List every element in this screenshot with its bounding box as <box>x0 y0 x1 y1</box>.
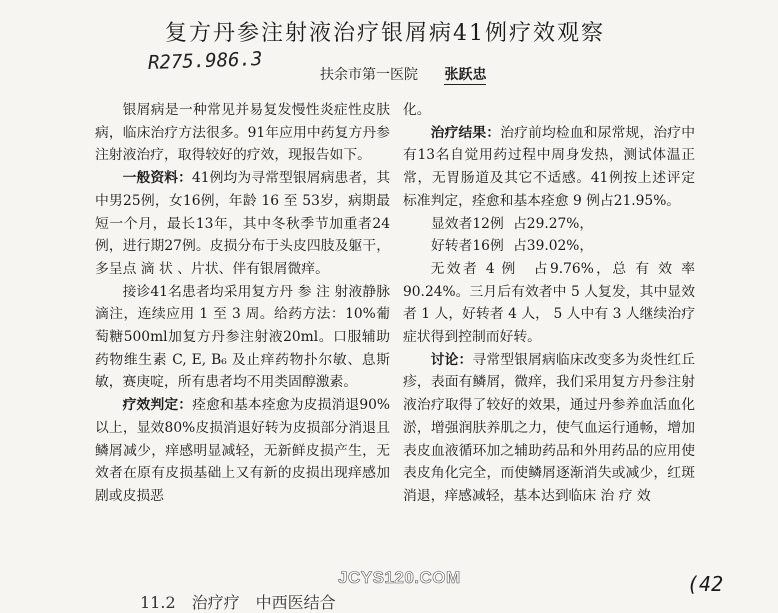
method-paragraph: 接诊41名患者均采用复方丹 参 注 射液静脉滴注，连续应用 1 至 3 周。给药方法：10%葡萄糖500ml加复方丹参注射液20ml。口服辅助药物维生素 C, E, B₆ 及止痒药物扑尔敏、息斯敏，赛庚啶，所有患者均不用类固醇激素。 <box>95 283 390 391</box>
stat-line-improved: 好转者16例 占39.02%， <box>431 238 594 255</box>
cutoff-bottom-text: 11.2 治疗疗 中西医结合 <box>140 593 336 612</box>
article-title: 复方丹参注射液治疗银屑病41例疗效观察 <box>165 21 605 46</box>
author-line <box>320 64 486 84</box>
page-number: (42 <box>687 572 724 596</box>
discussion-paragraph: 讨论：寻常型银屑病临床改变多为炎性红丘疹，表面有鳞屑，微痒，我们采用复方丹参注射液治疗取得了较好的效果，通过丹参养血活血化淤，增强润肤养肌之力，使气血运行通畅，增加表皮血液循环加之辅助药品和外用药品的应用使表皮角化完全，而使鳞屑逐渐消失或减少，红斑消退，痒感减轻，基本达到临床 治 疗 效 <box>403 351 696 504</box>
ineffective-paragraph: 无效者 4 例 占9.76%，总 有 效 率90.24%。三月后有效者中 5 人复发，其中显效者 1 人，好转者 4 人， 5 人中有 3 人继续治疗症状得到控制而好转。 <box>403 260 695 346</box>
discussion-heading: 讨论： <box>430 351 473 368</box>
stat-line-marked: 显效者12例 占29.27%， <box>431 215 594 232</box>
criteria-paragraph: 疗效判定：痊愈和基本痊愈为皮损消退90%以上，显效80%皮损消退好转为皮损部分消退且鳞屑减少，痒感明显减轻，无新鲜皮损产生，无效者在原有皮损基础上又有新的皮损出现痒感加剧或皮损恶 <box>95 397 391 504</box>
author-name: 张跃忠 <box>444 67 487 83</box>
site-watermark: JCYS120.COM <box>338 568 461 587</box>
general-data-paragraph: 一般资料：41例均为寻常型银屑病患者，其中男25例，女16例，年龄 16 至 53岁，病期最短一个月，最长13年，其中冬秋季节加重者24例，进行期27例。皮损分布于头皮四肢及躯干，多呈点 滴 状 、片状、伴有银屑微痒。 <box>95 170 390 277</box>
continuation-text: 化。 <box>403 102 431 118</box>
handwritten-classification-note: R275.986.3 <box>147 48 263 74</box>
right-column <box>403 99 695 508</box>
intro-paragraph: 银屑病是一种常见并易复发慢性炎症性皮肤病，临床治疗方法很多。91年应用中药复方丹参注射液治疗，取得较好的疗效，现报告如下。 <box>95 102 390 164</box>
result-heading: 治疗结果： <box>430 124 501 141</box>
left-column <box>95 99 390 508</box>
author-institution: 扶余市第一医院 <box>320 67 418 83</box>
result-paragraph: 治疗结果：治疗前均检血和尿常规，治疗中有13名自觉用药过程中周身发热，测试体温正常，无胃肠道及其它不适感。41例按上述评定标准判定，痊愈和基本痊愈 9 例占21.95%。 <box>403 124 696 209</box>
general-data-heading: 一般资料： <box>122 170 192 187</box>
criteria-heading: 疗效判定： <box>122 397 193 414</box>
